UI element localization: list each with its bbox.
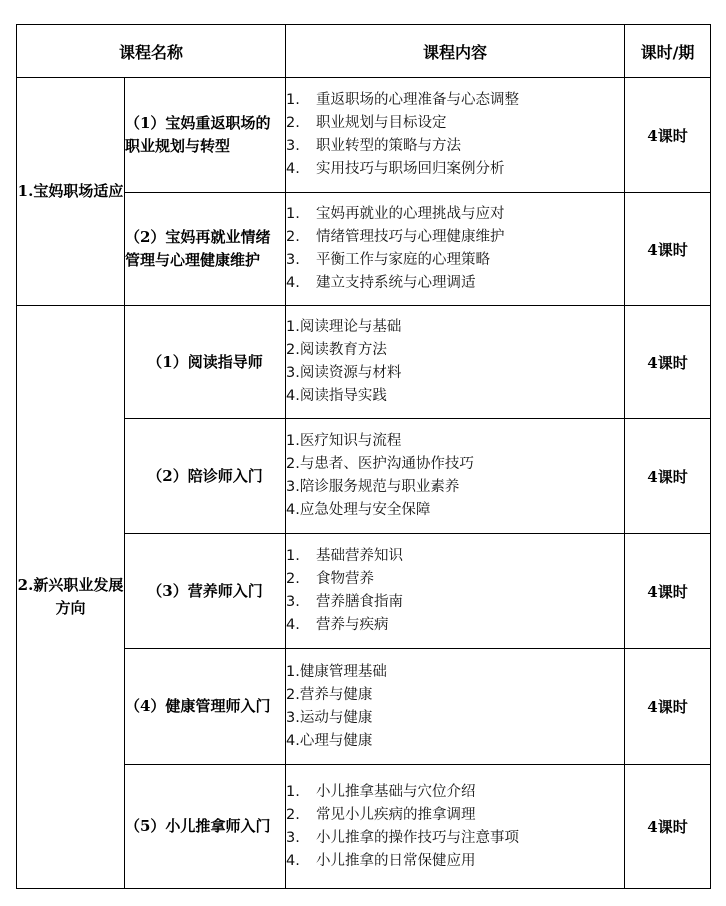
list-item: 2. 食物营养 [286, 571, 375, 587]
course-hours: 4课时 [625, 193, 711, 306]
list-item: 2.与患者、医护沟通协作技巧 [286, 456, 474, 472]
course-name: （2）陪诊师入门 [125, 419, 286, 534]
category-title: 1.宝妈职场适应 [17, 78, 125, 306]
list-item: 4.阅读指导实践 [286, 388, 387, 404]
course-name: （4）健康管理师入门 [125, 649, 286, 765]
list-item: 4. 小儿推拿的日常保健应用 [286, 852, 476, 869]
course-table [16, 24, 711, 889]
list-item: 4. 营养与疾病 [286, 617, 389, 633]
list-item: 3. 职业转型的策略与方法 [286, 138, 462, 154]
list-item: 1. 小儿推拿基础与穴位介绍 [286, 783, 476, 800]
list-item: 1.健康管理基础 [286, 663, 387, 680]
list-item: 4. 建立支持系统与心理调适 [286, 275, 476, 291]
list-item: 3.运动与健康 [286, 709, 373, 726]
list-item: 3.阅读资源与材料 [286, 365, 402, 381]
course-hours: 4课时 [625, 306, 711, 419]
course-name: （1）宝妈重返职场的职业规划与转型 [125, 78, 286, 193]
course-content [286, 306, 625, 419]
list-item: 2. 常见小儿疾病的推拿调理 [286, 806, 476, 823]
course-content [286, 534, 625, 649]
table-row [17, 306, 711, 419]
list-item: 3. 平衡工作与家庭的心理策略 [286, 252, 491, 268]
course-content [286, 649, 625, 765]
list-item: 1.阅读理论与基础 [286, 319, 402, 335]
list-item: 3. 营养膳食指南 [286, 594, 404, 610]
course-hours: 4课时 [625, 78, 711, 193]
list-item: 2.营养与健康 [286, 686, 373, 703]
header-course-name: 课程名称 [17, 25, 286, 78]
list-item: 2. 职业规划与目标设定 [286, 115, 447, 131]
course-content [286, 78, 625, 193]
course-hours: 4课时 [625, 534, 711, 649]
header-hours: 课时/期 [625, 25, 711, 78]
list-item: 1. 重返职场的心理准备与心态调整 [286, 92, 520, 108]
list-item: 1. 宝妈再就业的心理挑战与应对 [286, 206, 505, 222]
category-title: 2.新兴职业发展方向 [17, 306, 125, 889]
list-item: 2. 情绪管理技巧与心理健康维护 [286, 229, 505, 245]
course-content [286, 193, 625, 306]
course-name: （2）宝妈再就业情绪管理与心理健康维护 [125, 193, 286, 306]
list-item: 3.陪诊服务规范与职业素养 [286, 479, 460, 495]
course-hours: 4课时 [625, 765, 711, 889]
list-item: 4.应急处理与安全保障 [286, 502, 431, 518]
list-item: 4. 实用技巧与职场回归案例分析 [286, 161, 505, 177]
header-course-content: 课程内容 [286, 25, 625, 78]
course-hours: 4课时 [625, 649, 711, 765]
table-row [17, 78, 711, 193]
list-item: 3. 小儿推拿的操作技巧与注意事项 [286, 829, 520, 846]
course-content [286, 419, 625, 534]
list-item: 1.医疗知识与流程 [286, 433, 402, 449]
course-hours: 4课时 [625, 419, 711, 534]
course-content [286, 765, 625, 889]
course-name: （1）阅读指导师 [125, 306, 286, 419]
header-row [17, 25, 711, 78]
list-item: 2.阅读教育方法 [286, 342, 387, 358]
course-name: （5）小儿推拿师入门 [125, 765, 286, 889]
list-item: 4.心理与健康 [286, 732, 373, 749]
list-item: 1. 基础营养知识 [286, 548, 404, 564]
course-name: （3）营养师入门 [125, 534, 286, 649]
